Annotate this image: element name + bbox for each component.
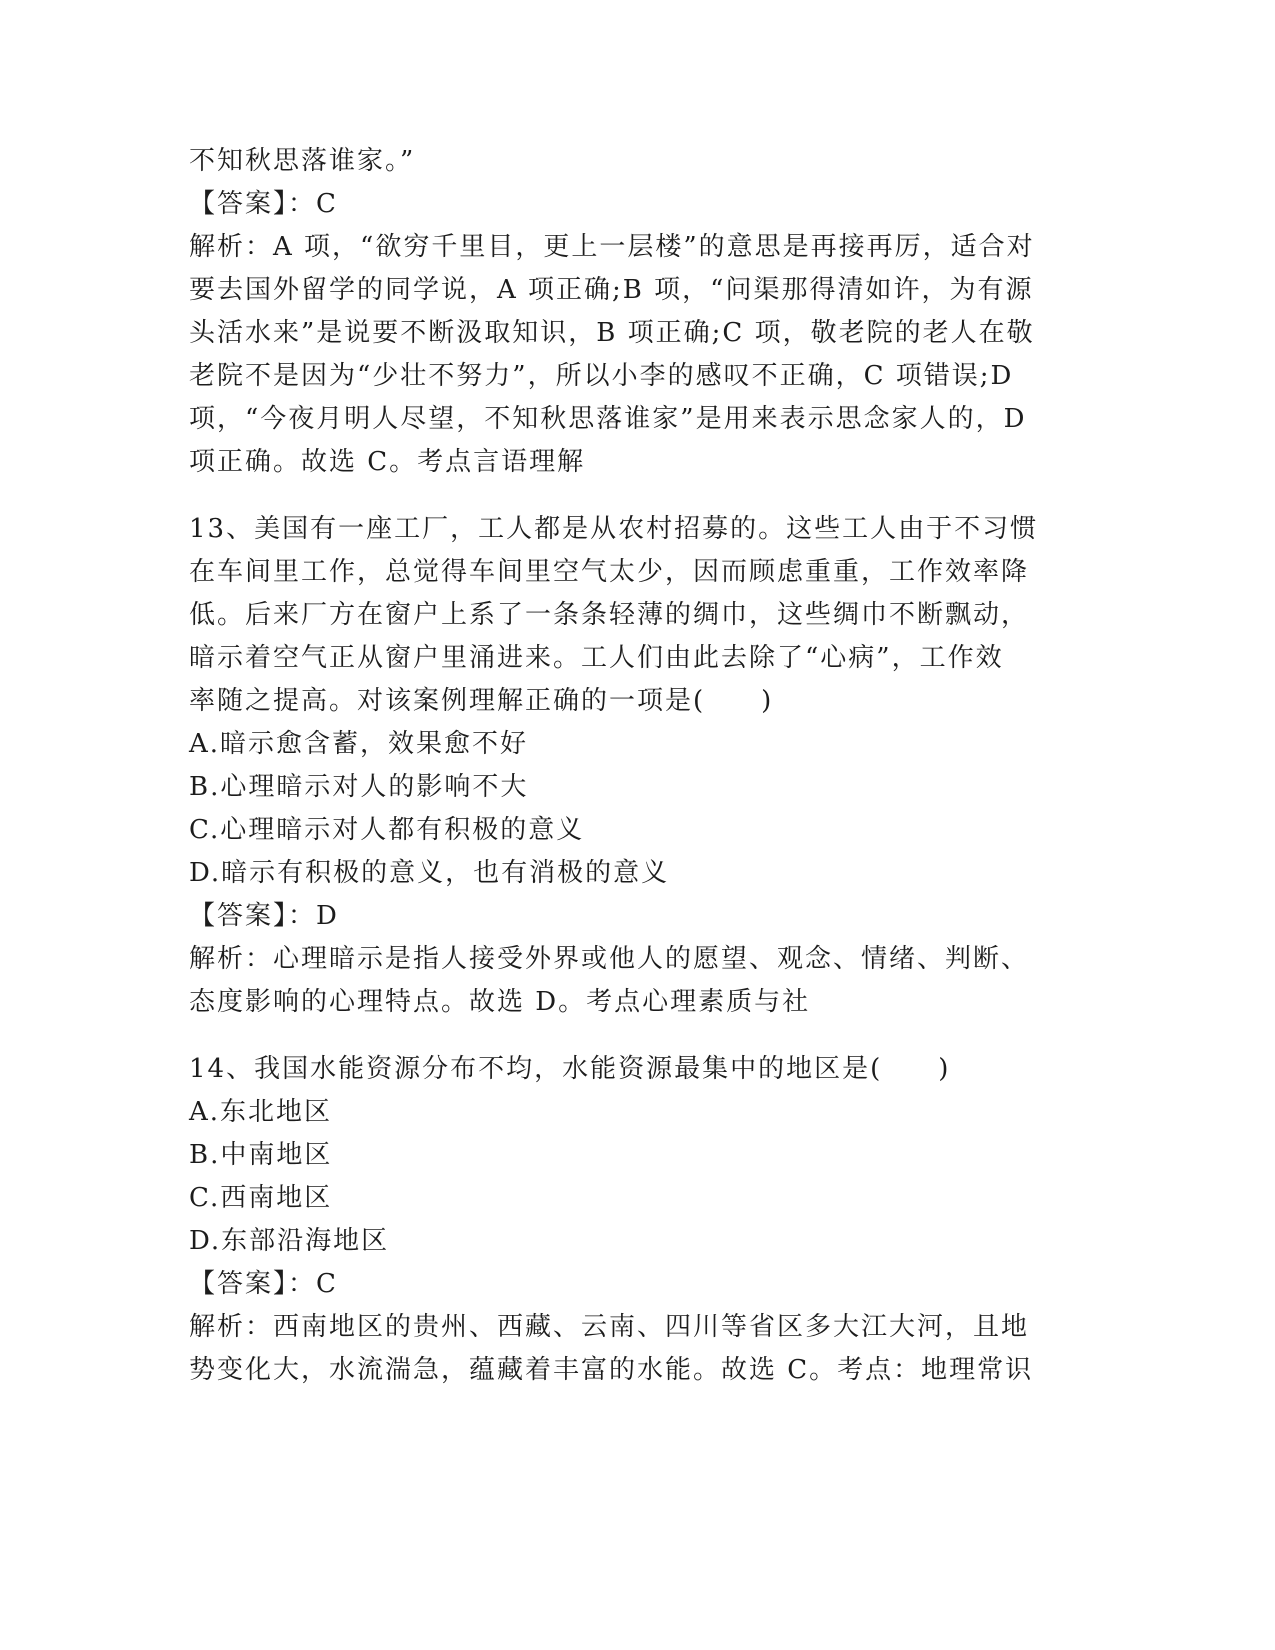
question-14-block — [189, 1048, 1089, 1392]
question-stem-tail: 不知秋思落谁家。” — [189, 146, 416, 176]
analysis-line: 解析：心理暗示是指人接受外界或他人的愿望、观念、情绪、判断、 — [189, 944, 1030, 974]
question-stem-line: 13、美国有一座工厂，工人都是从农村招募的。这些工人由于不习惯 — [189, 514, 1039, 544]
analysis-line: 解析：A 项，“欲穷千里目，更上一层楼”的意思是再接再厉，适合对 — [189, 232, 1035, 262]
previous-question-block — [189, 140, 1089, 484]
analysis-line: 解析：西南地区的贵州、西藏、云南、四川等省区多大江大河，且地 — [189, 1312, 1030, 1342]
analysis-line: 态度影响的心理特点。故选 D。考点心理素质与社 — [189, 987, 811, 1017]
question-stem-line: 暗示着空气正从窗户里涌进来。工人们由此去除了“心病”，工作效 — [189, 643, 1004, 673]
option-b: B.中南地区 — [189, 1140, 333, 1170]
analysis-line: 势变化大，水流湍急，蕴藏着丰富的水能。故选 C。考点：地理常识 — [189, 1355, 1034, 1385]
question-stem-line: 14、我国水能资源分布不均，水能资源最集中的地区是( ) — [189, 1054, 951, 1084]
option-d: D.东部沿海地区 — [189, 1226, 390, 1256]
analysis-line: 头活水来”是说要不断汲取知识，B 项正确;C 项，敬老院的老人在敬 — [189, 318, 1035, 348]
analysis-line: 要去国外留学的同学说，A 项正确;B 项，“问渠那得清如许，为有源 — [189, 275, 1034, 305]
question-stem-line: 率随之提高。对该案例理解正确的一项是( ) — [189, 686, 774, 716]
analysis-line: 项，“今夜月明人尽望，不知秋思落谁家”是用来表示思念家人的，D — [189, 404, 1027, 434]
option-a: A.东北地区 — [189, 1097, 333, 1127]
answer-line: 【答案】：C — [189, 189, 338, 219]
analysis-line: 项正确。故选 C。考点言语理解 — [189, 447, 586, 477]
section-gap — [189, 484, 1089, 508]
question-stem-line: 在车间里工作，总觉得车间里空气太少，因而顾虑重重，工作效率降 — [189, 557, 1030, 587]
question-13-block — [189, 508, 1089, 1024]
page-content — [189, 140, 1089, 1392]
option-c: C.西南地区 — [189, 1183, 333, 1213]
option-b: B.心理暗示对人的影响不大 — [189, 772, 529, 802]
question-stem-line: 低。后来厂方在窗户上系了一条条轻薄的绸巾，这些绸巾不断飘动， — [189, 600, 1030, 630]
option-d: D.暗示有积极的意义，也有消极的意义 — [189, 858, 670, 888]
answer-line: 【答案】：D — [189, 901, 339, 931]
option-a: A.暗示愈含蓄，效果愈不好 — [189, 729, 529, 759]
option-c: C.心理暗示对人都有积极的意义 — [189, 815, 585, 845]
section-gap — [189, 1024, 1089, 1048]
answer-line: 【答案】：C — [189, 1269, 338, 1299]
analysis-line: 老院不是因为“少壮不努力”，所以小李的感叹不正确，C 项错误;D — [189, 361, 1014, 391]
